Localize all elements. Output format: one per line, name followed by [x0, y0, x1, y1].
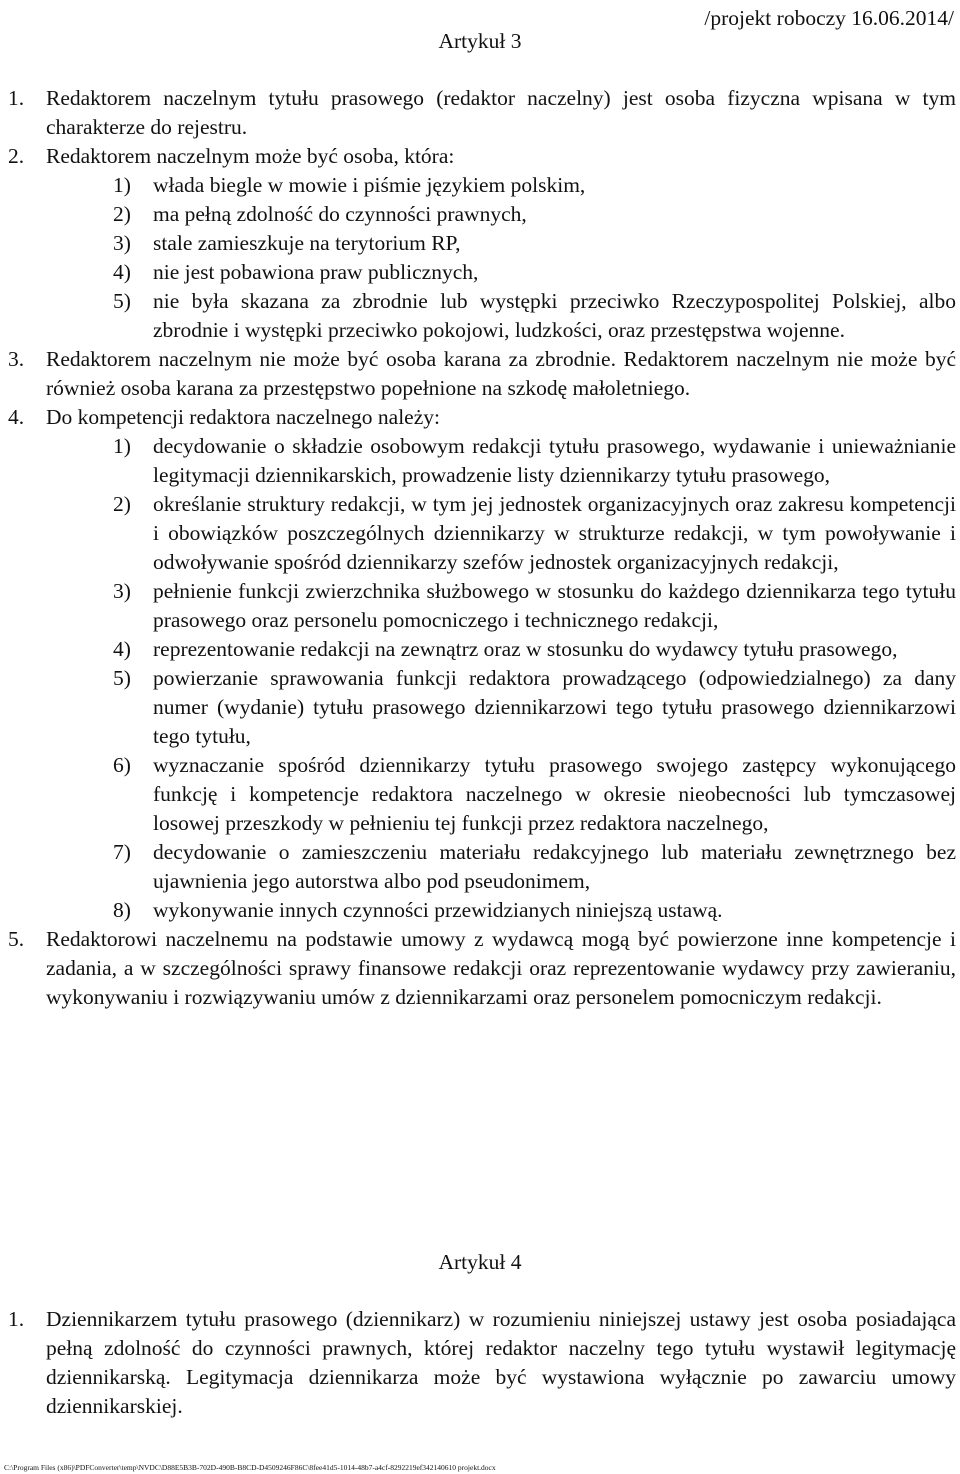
paragraph-number: 5.: [8, 927, 25, 951]
list-item-text: ma pełną zdolność do czynności prawnych,: [153, 202, 527, 226]
list-item: [0, 287, 956, 345]
paragraph-number: 2.: [8, 144, 25, 168]
list-item: [0, 838, 956, 896]
paragraph-1: [0, 1305, 956, 1421]
list-item-number: 4): [113, 260, 131, 284]
paragraph-text: Do kompetencji redaktora naczelnego należy:: [46, 405, 440, 429]
list-item-number: 4): [113, 637, 131, 661]
list-item: [0, 258, 956, 287]
paragraph-text: Redaktorem naczelnym nie może być osoba karana za zbrodnie. Redaktorem naczelnym nie może być również osoba karana za przestępstwo popełnione na szkodę małoletniego.: [46, 347, 956, 400]
paragraph-text: Redaktorem naczelnym tytułu prasowego (redaktor naczelny) jest osoba fizyczna wpisana w tym charakterze do rejestru.: [46, 86, 956, 139]
paragraph-number: 1.: [8, 1307, 25, 1331]
paragraph-text: Redaktorowi naczelnemu na podstawie umowy z wydawcą mogą być powierzone inne kompetencje i zadania, a w szczególności sprawy finansowe redakcji oraz reprezentowanie wydawcy przy zawieraniu, wykonywaniu i rozwiązywaniu umów z dziennikarzami oraz personelem pomocniczym redakcji.: [46, 927, 956, 1009]
file-path-footer: C:\Program Files (x86)\PDFConverter\temp\NVDC\D88E5B3B-702D-490B-B8CD-D4509246F86C\8fee41d5-1014-48b7-a4cf-8292219ef342140610 projekt.docx: [4, 1463, 496, 1472]
paragraph-5: [0, 925, 956, 1012]
paragraph-1: [0, 84, 956, 142]
list-item-number: 2): [113, 202, 131, 226]
article-4-body: [0, 1305, 960, 1421]
article-4-title: Artykuł 4: [438, 1250, 522, 1274]
list-item-text: wyznaczanie spośród dziennikarzy tytułu prasowego swojego zastępcy wykonującego funkcję i kompetencje redaktora naczelnego w okresie nieobecności lub tymczasowej losowej przeszkody w pełnieniu tej funkcji przez redaktora naczelnego,: [153, 753, 956, 835]
list-item: [0, 577, 956, 635]
article-3-body: [0, 84, 960, 1012]
paragraph-number: 4.: [8, 405, 25, 429]
list-item-text: nie była skazana za zbrodnie lub występki przeciwko Rzeczypospolitej Polskiej, albo zbrodnie i występki przeciwko pokojowi, ludzkości, oraz przestępstwa wojenne.: [153, 289, 956, 342]
list-item: [0, 751, 956, 838]
list-item-text: powierzanie sprawowania funkcji redaktora prowadzącego (odpowiedzialnego) za dany numer (wydanie) tytułu prasowego dziennikarzowi tego tytułu prasowego dziennikarzowi tego tytułu,: [153, 666, 956, 748]
list-item: [0, 171, 956, 200]
list-item: [0, 229, 956, 258]
paragraph-4: [0, 403, 956, 432]
paragraph-text: Dziennikarzem tytułu prasowego (dziennikarz) w rozumieniu niniejszej ustawy jest osoba posiadająca pełną zdolność do czynności prawnych, której redaktor naczelny tego tytułu wystawił legitymację dziennikarską. Legitymacja dziennikarza może być wystawiona wyłącznie po zawarciu umowy dziennikarskiej.: [46, 1307, 956, 1418]
list-item-text: pełnienie funkcji zwierzchnika służbowego w stosunku do każdego dziennikarza tego tytułu prasowego oraz personelu pomocniczego i technicznego redakcji,: [153, 579, 956, 632]
list-item-text: decydowanie o zamieszczeniu materiału redakcyjnego lub materiału zewnętrznego bez ujawnienia jego autorstwa albo pod pseudonimem,: [153, 840, 956, 893]
list-item: [0, 432, 956, 490]
draft-note: /projekt roboczy 16.06.2014/: [704, 6, 954, 30]
list-item-number: 1): [113, 173, 131, 197]
list-item: [0, 635, 956, 664]
list-item-number: 3): [113, 579, 131, 603]
list-item-number: 3): [113, 231, 131, 255]
list-item: [0, 200, 956, 229]
list-item-text: stale zamieszkuje na terytorium RP,: [153, 231, 461, 255]
list-item-number: 6): [113, 753, 131, 777]
list-item: [0, 664, 956, 751]
list-item: [0, 896, 956, 925]
paragraph-number: 1.: [8, 86, 25, 110]
list-item-number: 1): [113, 434, 131, 458]
list-item-text: reprezentowanie redakcji na zewnątrz oraz w stosunku do wydawcy tytułu prasowego,: [153, 637, 898, 661]
list-item-number: 7): [113, 840, 131, 864]
paragraph-number: 3.: [8, 347, 25, 371]
list-item-text: decydowanie o składzie osobowym redakcji tytułu prasowego, wydawanie i unieważnianie legitymacji dziennikarskich, prowadzenie listy dziennikarzy tytułu prasowego,: [153, 434, 956, 487]
list-item-number: 2): [113, 492, 131, 516]
paragraph-text: Redaktorem naczelnym może być osoba, która:: [46, 144, 455, 168]
list-item-text: nie jest pobawiona praw publicznych,: [153, 260, 479, 284]
list-item-number: 5): [113, 666, 131, 690]
paragraph-3: [0, 345, 956, 403]
list-item: [0, 490, 956, 577]
list-item-number: 5): [113, 289, 131, 313]
list-item-text: włada biegle w mowie i piśmie językiem polskim,: [153, 173, 586, 197]
article-3-title: Artykuł 3: [438, 29, 522, 53]
list-item-number: 8): [113, 898, 131, 922]
list-item-text: określanie struktury redakcji, w tym jej jednostek organizacyjnych oraz zakresu kompetencji i obowiązków poszczególnych dziennikarzy w strukturze redakcji, w tym powoływanie i odwoływanie spośród dziennikarzy szefów jednostek organizacyjnych redakcji,: [153, 492, 956, 574]
list-item-text: wykonywanie innych czynności przewidzianych niniejszą ustawą.: [153, 898, 723, 922]
paragraph-2: [0, 142, 956, 171]
